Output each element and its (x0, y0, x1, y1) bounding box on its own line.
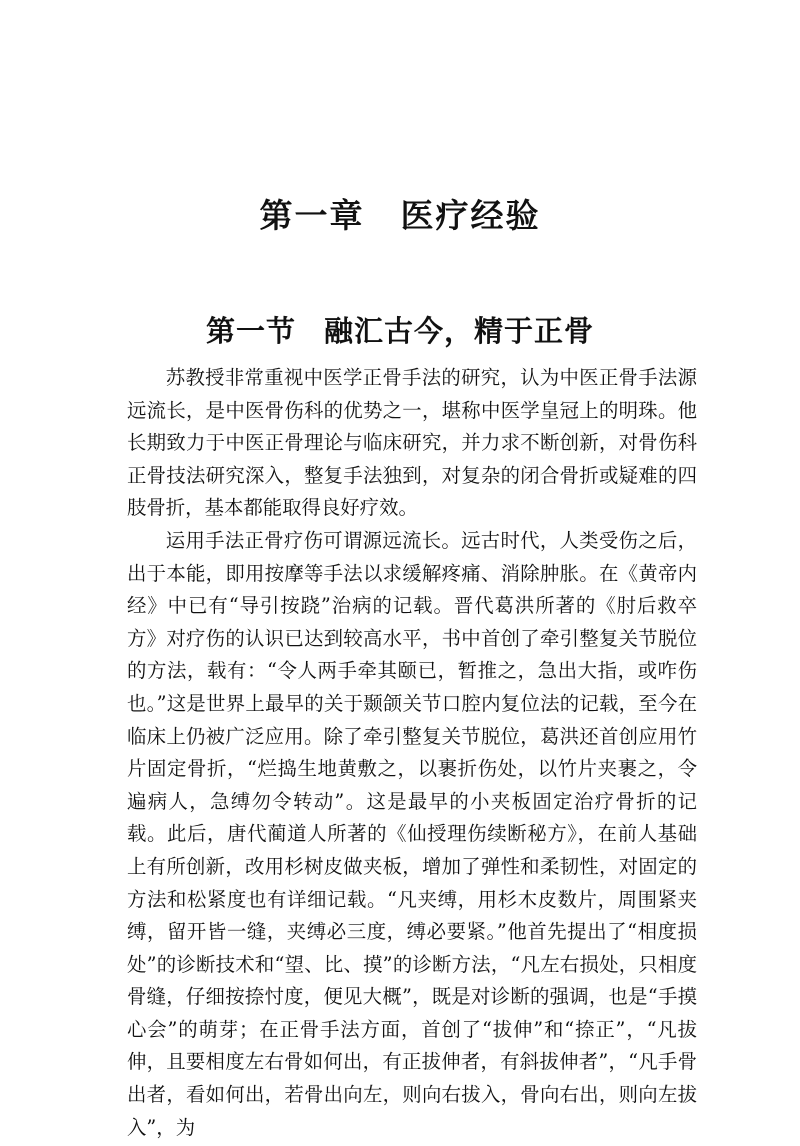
section-name: 融汇古今，精于正骨 (324, 314, 595, 348)
chapter-label: 第一章 (259, 196, 365, 235)
section-label: 第一节 (205, 314, 296, 348)
paragraph: 苏教授非常重视中医学正骨手法的研究，认为中医正骨手法源远流长，是中医骨伤科的优势之一，堪称中医学皇冠上的明珠。他长期致力于中医正骨理论与临床研究，并力求不断创新，对骨伤科正骨技法研究深入，整复手法独到，对复杂的闭合骨折或疑难的四肢骨折，基本都能取得良好疗效。 (127, 366, 697, 520)
body-text (127, 362, 697, 1144)
paragraph: 运用手法正骨疗伤可谓源远流长。远古时代，人类受伤之后，出于本能，即用按摩等手法以求缓解疼痛、消除肿胀。在《黄帝内经》中已有“导引按跷”治病的记载。晋代葛洪所著的《肘后救卒方》对疗伤的认识已达到较高水平，书中首创了牵引整复关节脱位的方法，载有：“令人两手牵其颐已，暂推之，急出大指，或咋伤也。”这是世界上最早的关于颞颌关节口腔内复位法的记载，至今在临床上仍被广泛应用。除了牵引整复关节脱位，葛洪还首创应用竹片固定骨折，“烂捣生地黄敷之，以裹折伤处，以竹片夹裹之，令遍病人，急缚勿令转动”。这是最早的小夹板固定治疗骨折的记载。此后，唐代蔺道人所著的《仙授理伤续断秘方》，在前人基础上有所创新，改用杉树皮做夹板，增加了弹性和柔韧性，对固定的方法和松紧度也有详细记载。“凡夹缚，用杉木皮数片，周围紧夹缚，留开皆一缝，夹缚必三度，缚必要紧。”他首先提出了“相度损处”的诊断技术和“望、比、摸”的诊断方法，“凡左右损处，只相度骨缝，仔细按捺忖度，便见大概”，既是对诊断的强调，也是“手摸心会”的萌芽；在正骨手法方面，首创了“拔伸”和“捺正”，“凡拔伸，且要相度左右骨如何出，有正拔伸者，有斜拔伸者”，“凡手骨出者，看如何出，若骨出向左，则向右拔入，骨向右出，则向左拔入”，为 (127, 528, 697, 1139)
chapter-name: 医疗经验 (400, 196, 541, 235)
section-title (0, 309, 800, 350)
chapter-title (0, 190, 800, 237)
